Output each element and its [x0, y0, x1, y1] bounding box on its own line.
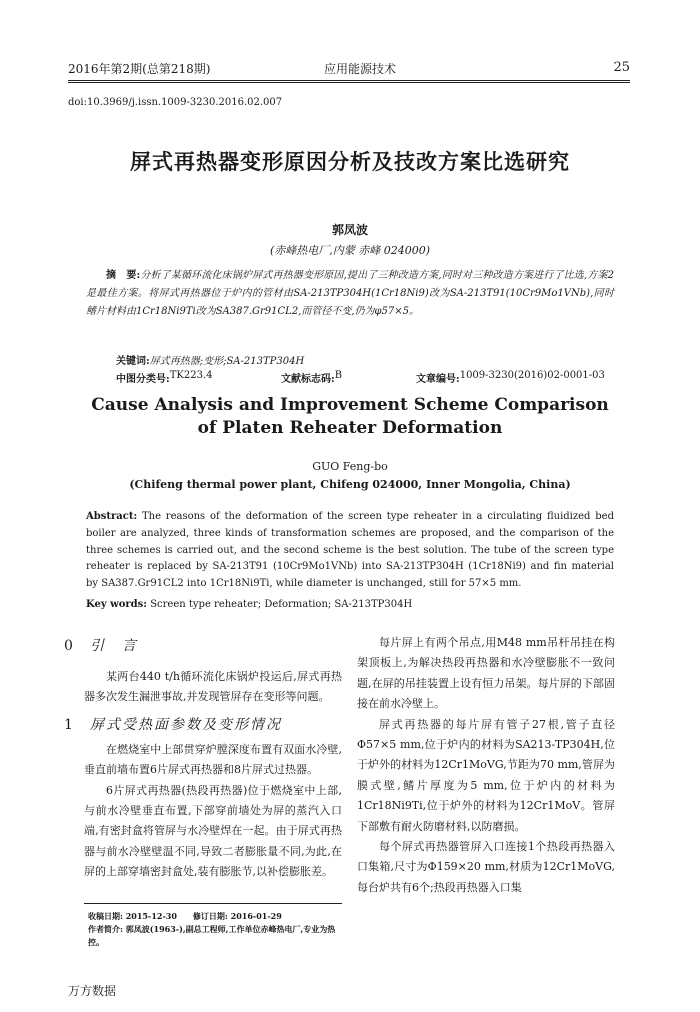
affiliation-chinese: (赤峰热电厂,内蒙 赤峰 024000): [269, 244, 431, 257]
doc-code: [281, 370, 343, 385]
keywords-english-label: Key words:: [86, 599, 147, 610]
paragraph: 每片屏上有两个吊点,用M48 mm吊杆吊挂在构架顶板上,为解决热段再热器和水冷壁膨胀不一致问题,在屏的吊挂装置上设有恒力吊架。每片屏的下部固接在前水冷壁上。: [357, 636, 615, 711]
running-header: [68, 60, 630, 80]
title-english: [0, 394, 700, 440]
abstract-chinese: [86, 267, 614, 321]
affiliation-english: (Chifeng thermal power plant, Chifeng 024000, Inner Mongolia, China): [129, 478, 571, 491]
doc-code-value: B: [334, 370, 343, 381]
keywords-english-text: Screen type reheater; Deformation; SA-213TP304H: [150, 599, 413, 610]
header-rule: [68, 80, 630, 81]
abstract-chinese-text: 分析了某循环流化床锅炉屏式再热器变形原因,提出了三种改造方案,同时对三种改造方案进行了比选,方案2是最佳方案。将屏式再热器位于炉内的管材由SA-213TP304H(1Cr18Ni9)改为SA-213T91(10Cr9Mo1VNb),同时鳍片材料由1Cr18Ni9Ti改为SA387.Gr91CL2,而管径不变,仍为φ57×5。: [86, 270, 614, 317]
paragraph: 在燃烧室中上部贯穿炉膛深度布置有双面水冷壁,垂直前墙布置6片屏式再热器和8片屏式过热器。: [84, 742, 342, 777]
article-number-label: 文章编号:: [416, 374, 460, 385]
clc-code: [116, 370, 213, 385]
classification-line: [116, 370, 614, 388]
clc-label: 中图分类号:: [116, 374, 170, 385]
title-english-line1: Cause Analysis and Improvement Scheme Comparison: [91, 395, 609, 415]
section-title: 引 言: [90, 638, 138, 654]
footer-watermark: 万方数据: [68, 984, 117, 998]
article-number: [416, 370, 605, 385]
section-heading-parameters: [64, 712, 342, 738]
footnote-dates: 收稿日期: 2015-12-30 修订日期: 2016-01-29: [88, 911, 282, 921]
keywords-chinese-text: 屏式再热器;变形;SA-213TP304H: [149, 356, 305, 367]
author-chinese: 郭凤波: [331, 223, 368, 237]
keywords-english: [86, 599, 412, 610]
author-english: GUO Feng-bo: [312, 460, 388, 473]
keywords-chinese: [116, 352, 304, 367]
page-number: 25: [613, 60, 630, 75]
keywords-chinese-label: 关键词:: [116, 356, 150, 367]
title-chinese: 屏式再热器变形原因分析及技改方案比选研究: [130, 149, 570, 174]
journal-name: 应用能源技术: [324, 62, 397, 76]
footnote-rule: [84, 903, 342, 904]
article-number-value: 1009-3230(2016)02-0001-03: [459, 370, 605, 381]
abstract-english-text: The reasons of the deformation of the screen type reheater in a circulating fluidized bed boiler are analyzed, three kinds of transformation schemes are proposed, and the comparison of the three schemes is carried out, and the second scheme is the best solution. The tube of the screen type reheater is replaced by SA-213T91 (10Cr9Mo1VNb) into SA-213TP304H (1Cr18Ni9) and fin material by SA387.Gr91CL2 into 1Cr18Ni9Ti, while diameter is unchanged, still for 57×5 mm.: [86, 511, 614, 590]
abstract-chinese-label: 摘 要:: [106, 270, 141, 281]
section-title: 屏式受热面参数及变形情况: [90, 716, 282, 733]
paragraph: 6片屏式再热器(热段再热器)位于燃烧室中上部,与前水冷壁垂直布置,下部穿前墙处为屏的蒸汽入口端,有密封盒将管屏与水冷壁焊在一起。由于屏式再热器与前水冷壁壁温不同,导致二者膨胀量不同,为此,在屏的上部穿墙密封盒处,装有膨胀节,以补偿膨胀差。: [84, 783, 342, 879]
doi: doi:10.3969/j.issn.1009-3230.2016.02.007: [68, 97, 283, 108]
left-column: [64, 633, 342, 879]
abstract-english: [86, 509, 614, 593]
section-heading-introduction: [64, 633, 342, 659]
paragraph: 屏式再热器的每片屏有管子27根,管子直径Φ57×5 mm,位于炉内的材料为SA213-TP304H,位于炉外的材料为12Cr1MoVG,节距为70 mm,管屏为膜式壁,鳍片厚度为5 mm,位于炉内的材料为1Cr18Ni9Ti,位于炉外的材料为12Cr1MoV。管屏下部敷有耐火防磨材料,以防磨损。: [357, 717, 615, 833]
section-number: 1: [64, 716, 75, 733]
header-rule-thin: [68, 82, 630, 83]
abstract-english-label: Abstract:: [86, 511, 138, 522]
footnote: [88, 910, 342, 949]
title-english-line2: of Platen Reheater Deformation: [197, 418, 503, 438]
issue-info: 2016年第2期(总第218期): [68, 62, 211, 76]
right-column: [357, 633, 615, 898]
section-number: 0: [64, 638, 75, 654]
doc-code-label: 文献标志码:: [281, 374, 335, 385]
clc-value: TK223.4: [169, 370, 213, 381]
paragraph: 某两台440 t/h循环流化床锅炉投运后,屏式再热器多次发生漏泄事故,并发现管屏存在变形等问题。: [84, 670, 342, 704]
footnote-author-bio: 作者简介: 郭凤波(1963-),副总工程师,工作单位赤峰热电厂,专业为热控。: [88, 924, 336, 947]
paragraph: 每个屏式再热器管屏入口连接1个热段再热器入口集箱,尺寸为Φ159×20 mm,材质为12Cr1MoVG,每台炉共有6个;热段再热器入口集: [357, 840, 615, 894]
